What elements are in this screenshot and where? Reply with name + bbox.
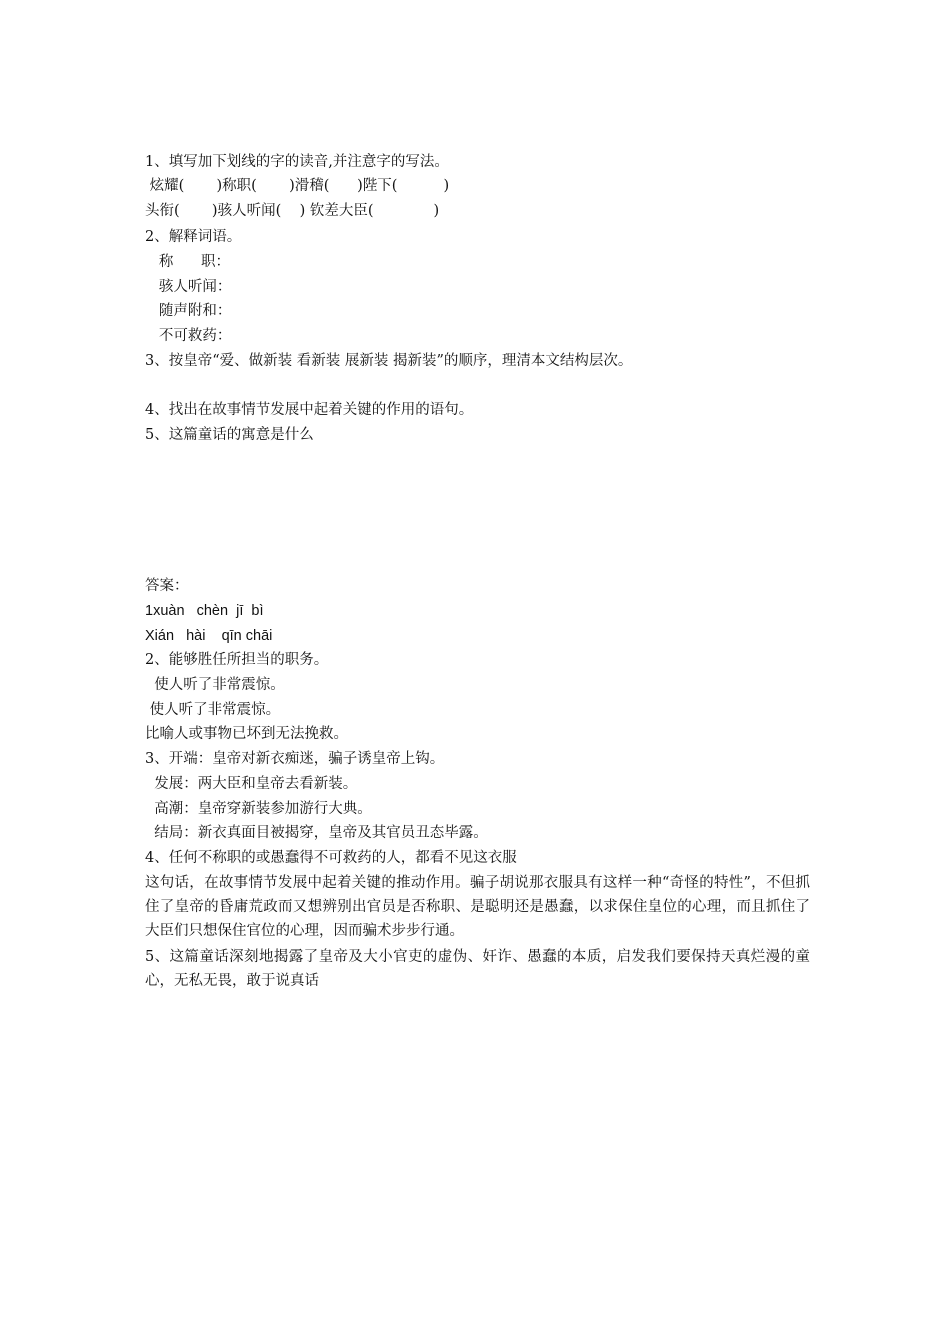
question-2-item-1: 称 职： (145, 254, 230, 270)
answer-4-line-1: 4、任何不称职的或愚蠢得不可救药的人，都看不见这衣服 (145, 850, 517, 866)
answer-3-line-2: 发展：两大臣和皇帝去看新装。 (145, 776, 358, 792)
answer-1-pinyin-line-2: Xián hài qīn chāi (145, 628, 273, 644)
question-1-line-2: 头衔( )骇人听闻( ) 钦差大臣( ) (145, 203, 440, 219)
answer-3-line-4: 结局：新衣真面目被揭穿，皇帝及其官员丑态毕露。 (145, 825, 488, 841)
answer-2-line-2: 使人听了非常震惊。 (145, 677, 285, 693)
question-1-line-1: 炫耀( )称职( )滑稽( )陛下( ) (145, 178, 450, 194)
question-5-text: 5、这篇童话的寓意是什么 (145, 427, 314, 443)
answers-heading: 答案： (145, 578, 189, 594)
answer-2-line-3: 使人听了非常震惊。 (145, 702, 281, 718)
answer-1-pinyin-line-1: 1xuàn chèn jī bì (145, 603, 264, 619)
question-2-item-3: 随声附和： (145, 303, 232, 319)
answer-2-line-1: 2、能够胜任所担当的职务。 (145, 652, 329, 668)
answer-5-paragraph: 5、这篇童话深刻地揭露了皇帝及大小官吏的虚伪、奸诈、愚蠢的本质，启发我们要保持天真烂漫的童心，无私无畏，敢于说真话 (145, 949, 810, 989)
question-3-text: 3、按皇帝“爱、做新装 看新装 展新装 揭新装”的顺序，理清本文结构层次。 (145, 353, 633, 369)
question-4-text: 4、找出在故事情节发展中起着关键的作用的语句。 (145, 402, 474, 418)
question-2-item-4: 不可救药： (145, 328, 232, 344)
answer-4-paragraph: 这句话，在故事情节发展中起着关键的推动作用。骗子胡说那衣服具有这样一种“奇怪的特性”，不但抓住了皇帝的昏庸荒政而又想辨别出官员是否称职、是聪明还是愚蠢，以求保住皇位的心理，而且抓住了大臣们只想保住官位的心理，因而骗术步步行通。 (145, 875, 810, 939)
question-2-item-2: 骇人听闻： (145, 279, 232, 295)
answer-3-line-3: 高潮：皇帝穿新装参加游行大典。 (145, 801, 372, 817)
answer-2-line-4: 比喻人或事物已坏到无法挽救。 (145, 726, 348, 742)
question-2-title: 2、解释词语。 (145, 229, 242, 245)
question-1-title: 1、填写加下划线的字的读音,并注意字的写法。 (145, 154, 449, 170)
answer-3-line-1: 3、开端：皇帝对新衣痴迷，骗子诱皇帝上钩。 (145, 751, 445, 767)
